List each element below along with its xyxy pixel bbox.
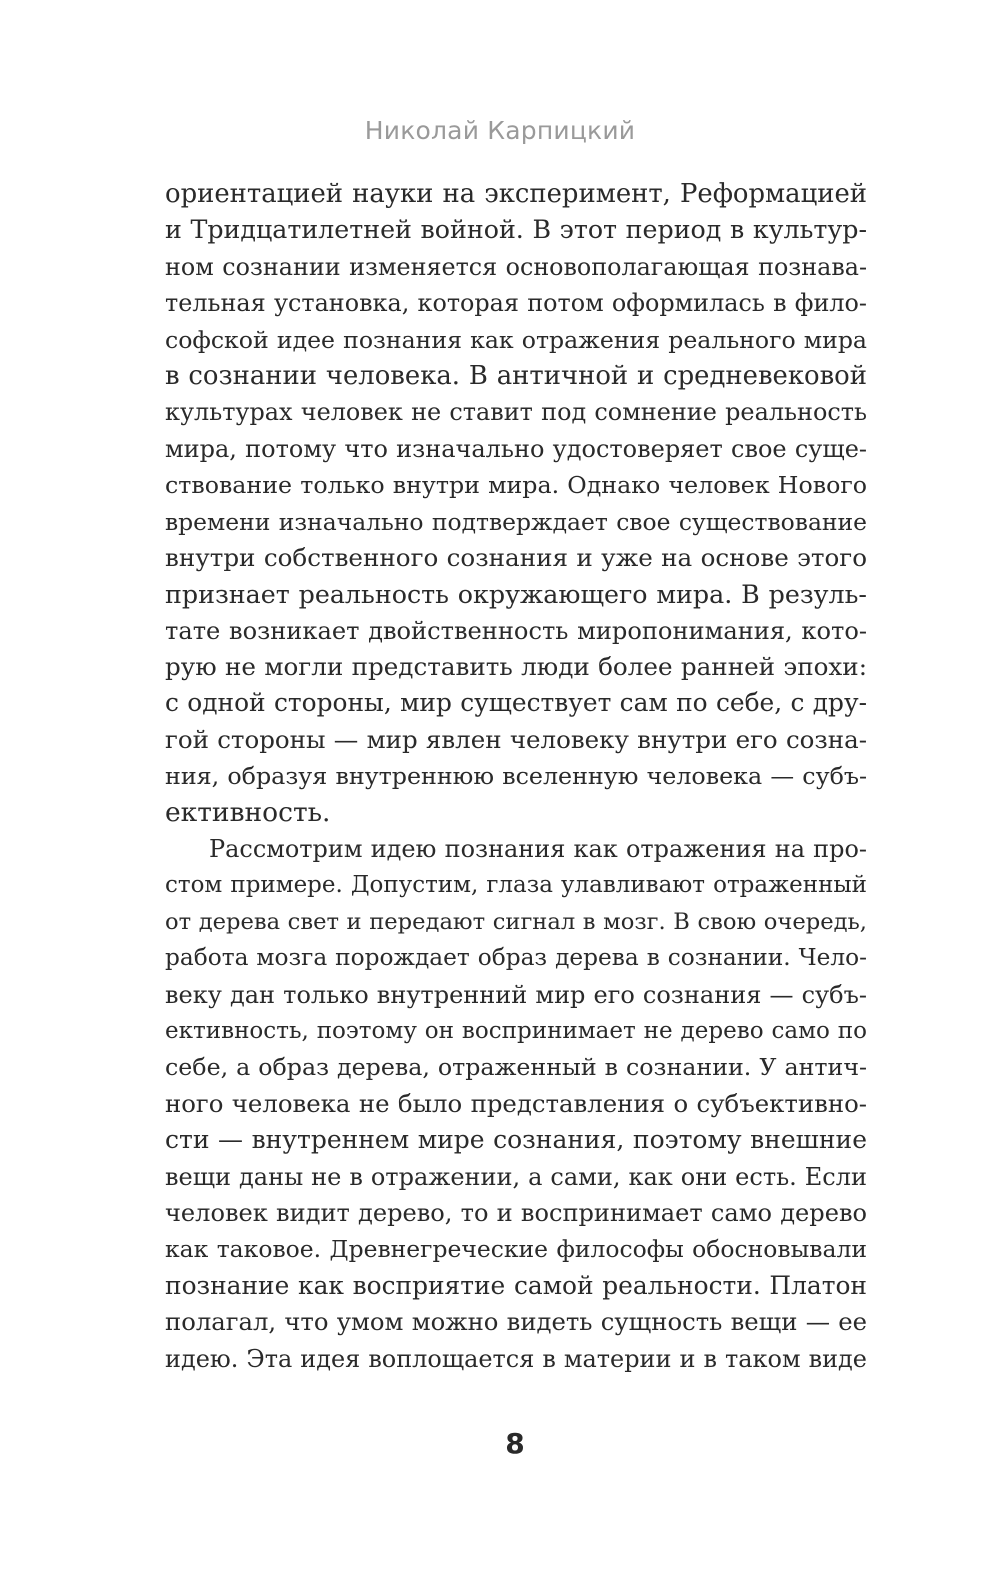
text-line: культурах человек не ставит под сомнение реальность [165, 398, 867, 427]
text-line: веку дан только внутренний мир его сознания — субъ- [165, 980, 867, 1009]
text-line: сти — внутреннем мире сознания, поэтому внешние [165, 1125, 867, 1155]
paragraph-2 [165, 831, 867, 1377]
text-line: ствование только внутри мира. Однако человек Нового [165, 471, 867, 500]
text-line: Рассмотрим идею познания как отражения на про- [209, 835, 867, 864]
text-line: идею. Эта идея воплощается в материи и в таком виде [165, 1344, 867, 1373]
text-line: ном сознании изменяется основополагающая познава- [165, 252, 867, 281]
text-line: ективность, поэтому он воспринимает не дерево само по [165, 1017, 867, 1044]
text-line: гой стороны — мир явлен человеку внутри его созна- [165, 724, 867, 754]
paragraph-1 [165, 176, 867, 831]
text-line: с одной стороны, мир существует сам по себе, с дру- [165, 688, 867, 718]
text-line: в сознании человека. В античной и средневековой [165, 360, 867, 391]
text-line: стом примере. Допустим, глаза улавливают отраженный [165, 872, 867, 899]
text-line: себе, а образ дерева, отраженный в сознании. У антич- [165, 1053, 867, 1082]
page-number: 8 [505, 1427, 525, 1460]
body-text [165, 176, 867, 1377]
text-line: ния, образуя внутреннюю вселенную человека — субъ- [165, 762, 867, 791]
text-line: времени изначально подтверждает свое существование [165, 507, 867, 536]
text-line: ного человека не было представления о субъективно- [165, 1088, 867, 1118]
text-line: полагал, что умом можно видеть сущность вещи — ее [165, 1307, 867, 1337]
text-line: рую не могли представить люди более ранней эпохи: [165, 652, 867, 682]
text-line: вещи даны не в отражении, а сами, как они есть. Если [165, 1162, 867, 1191]
text-line: ективность. [165, 796, 331, 828]
running-header-author: Николай Карпицкий [364, 116, 636, 145]
text-line: и Тридцатилетней войной. В этот период в культур- [165, 215, 867, 245]
text-line: познание как восприятие самой реальности. Платон [165, 1270, 867, 1300]
text-line: от дерева свет и передают сигнал в мозг. В свою очередь, [165, 908, 867, 935]
text-line: тате возникает двойственность миропонимания, кото- [165, 616, 867, 645]
text-line: мира, потому что изначально удостоверяет свое суще- [165, 434, 867, 463]
text-line: софской идее познания как отражения реального мира [165, 325, 867, 354]
text-line: как таковое. Древнегреческие философы обосновывали [165, 1235, 867, 1264]
text-line: человек видит дерево, то и воспринимает само дерево [165, 1198, 867, 1227]
text-line: признает реальность окружающего мира. В резуль- [165, 579, 867, 610]
text-line: ориентацией науки на эксперимент, Реформацией [165, 179, 867, 209]
text-line: тельная установка, которая потом оформилась в фило- [165, 289, 867, 318]
text-line: внутри собственного сознания и уже на основе этого [165, 542, 867, 572]
text-line: работа мозга порождает образ дерева в сознании. Чело- [165, 944, 867, 972]
